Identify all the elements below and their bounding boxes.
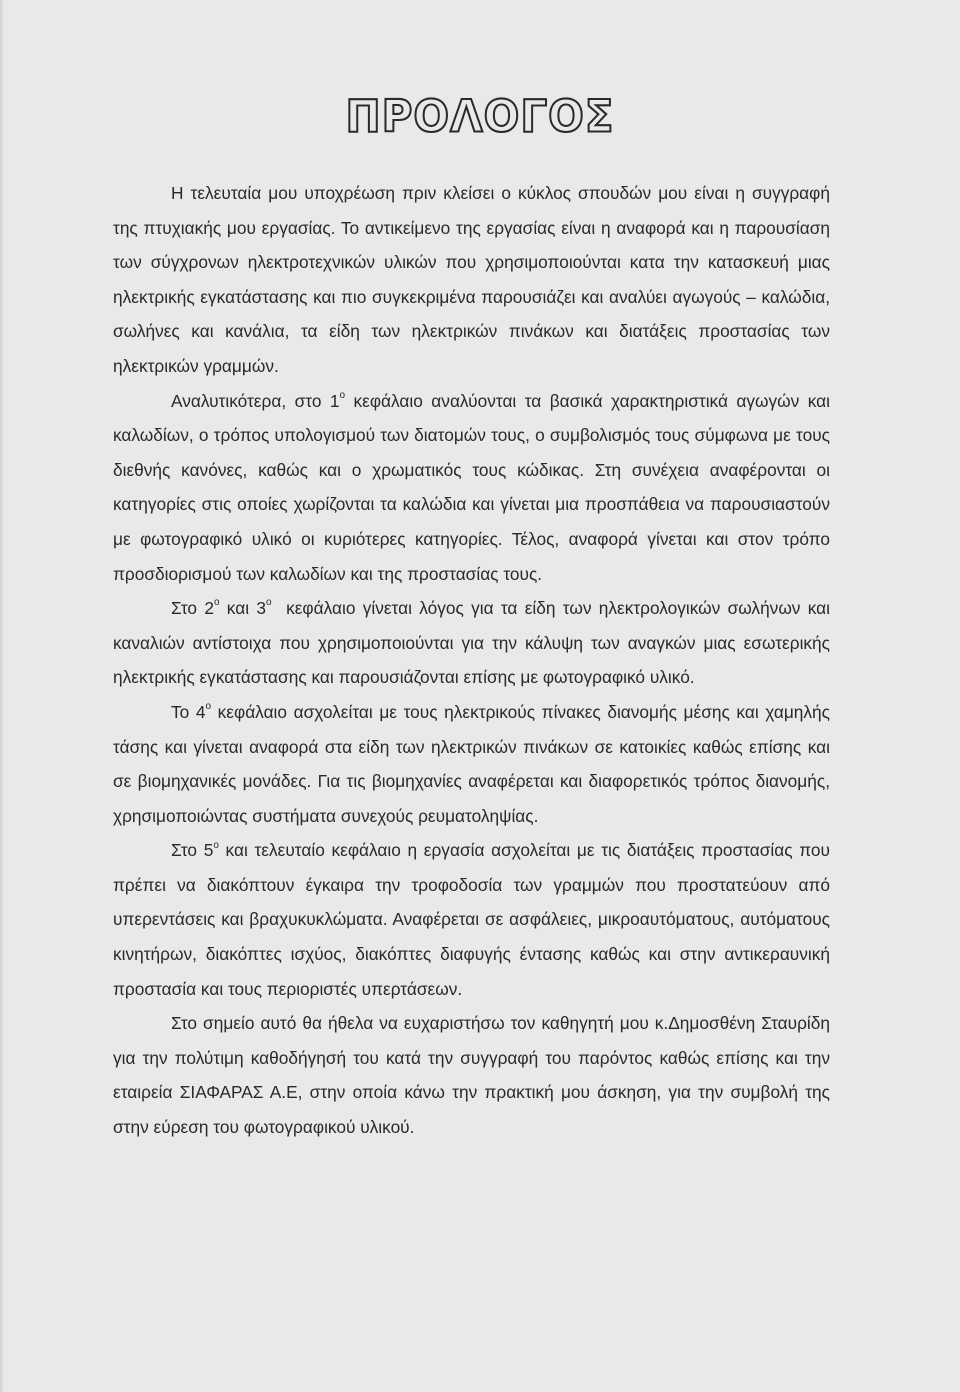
paragraph-text: κεφάλαιο γίνεται λόγος για τα είδη των ηλεκτρολογικών σωλήνων και καναλιών αντίστοιχα που χρησιμοποιούνται για την κάλυψη των αναγκών μιας εσωτερικής ηλεκτρικής εγκατάστασης και παρουσιάζονται επίσης με φωτογραφικό υλικό. — [113, 598, 835, 688]
paragraph-chapter-5 — [113, 833, 830, 1006]
paragraph-text: κεφάλαιο ασχολείται με τους ηλεκτρικούς πίνακες διανομής μέσης και χαμηλής τάσης και γίνεται αναφορά στα είδη των ηλεκτρικών πινάκων σε κατοικίες καθώς επίσης και σε βιομηχανικές μονάδες. Για τις βιομηχανίες αναφέρεται και διαφορετικός τρόπος διανομής, χρησιμοποιώντας συστήματα συνεχούς ρευματοληψίας. — [113, 701, 830, 826]
paragraph-text: Το 4 — [171, 701, 206, 722]
superscript-ordinal: ο — [265, 597, 272, 609]
scan-edge — [0, 0, 4, 1392]
paragraph-intro: Η τελευταία μου υποχρέωση πριν κλείσει ο κύκλος σπουδών μου είναι η συγγραφή της πτυχιακής μου εργασίας. Το αντικείμενο της εργασίας είναι η αναφορά και η παρουσίαση των σύγχρονων ηλεκτροτεχνικών υλικών που χρησιμοποιούνται κατα την κατασκευή μιας ηλεκτρικής εγκατάστασης και πιο συγκεκριμένα παρουσιάζει και αναλύει αγωγούς – καλώδια, σωλήνες και κανάλια, τα είδη των ηλεκτρικών πινάκων και διατάξεις προστασίας των ηλεκτρικών γραμμών. — [113, 183, 830, 376]
paragraph-text: και τελευταίο κεφάλαιο η εργασία ασχολείται με τις διατάξεις προστασίας που πρέπει να διακόπτουν έγκαιρα την τροφοδοσία των γραμμών που προστατεύουν από υπερεντάσεις και βραχυκυκλώματα. Αναφέρεται σε ασφάλειες, μικροαυτόματους, αυτόματους κινητήρων, διακόπτες ισχύος, διακόπτες διαφυγής έντασης καθώς και στην αντικεραυνική προστασία και τους περιοριστές υπερτάσεων. — [113, 840, 830, 999]
superscript-ordinal: ο — [213, 597, 220, 609]
paragraph-text: Αναλυτικότερα, στο 1 — [171, 390, 340, 411]
page-title: ΠΡΟΛΟΓΟΣ — [345, 90, 615, 143]
superscript-ordinal: ο — [213, 839, 219, 851]
paragraph-acknowledgements: Στο σημείο αυτό θα ήθελα να ευχαριστήσω τον καθηγητή μου κ.Δημοσθένη Σταυρίδη για την πολύτιμη καθοδήγησή του κατά την συγγραφή του παρόντος καθώς επίσης και την εταιρεία ΣΙΑΦΑΡΑΣ Α.Ε, στην οποία κάνω την πρακτική μου άσκηση, για την συμβολή της στην εύρεση του φωτογραφικού υλικού. — [113, 1013, 830, 1138]
document-body — [113, 176, 835, 1145]
paragraph-text: και 3 — [219, 598, 266, 619]
paragraph-text: Στο 2 — [171, 598, 214, 619]
paragraph-chapter-2-3 — [113, 591, 835, 695]
superscript-ordinal: ο — [205, 701, 212, 713]
paragraph-chapter-1 — [113, 384, 830, 592]
paragraph-chapter-4 — [113, 695, 830, 833]
paragraph-text: Στο 5 — [171, 840, 214, 861]
paragraph-text: κεφάλαιο αναλύονται τα βασικά χαρακτηριστικά αγωγών και καλωδίων, ο τρόπος υπολογισμού των διατομών τους, ο συμβολισμός τους σύμφωνα με τους διεθνής κανόνες, καθώς και ο χρωματικός τους κώδικας. Στη συνέχεια αναφέρονται οι κατηγορίες στις οποίες χωρίζονται τα καλώδια και γίνεται μια προσπάθεια να παρουσιαστούν με φωτογραφικό υλικό οι κυριότερες κατηγορίες. Τέλος, αναφορά γίνεται και στον τρόπο προσδιορισμού των καλωδίων και της προστασίας τους. — [113, 390, 830, 584]
superscript-ordinal: ο — [339, 389, 346, 401]
